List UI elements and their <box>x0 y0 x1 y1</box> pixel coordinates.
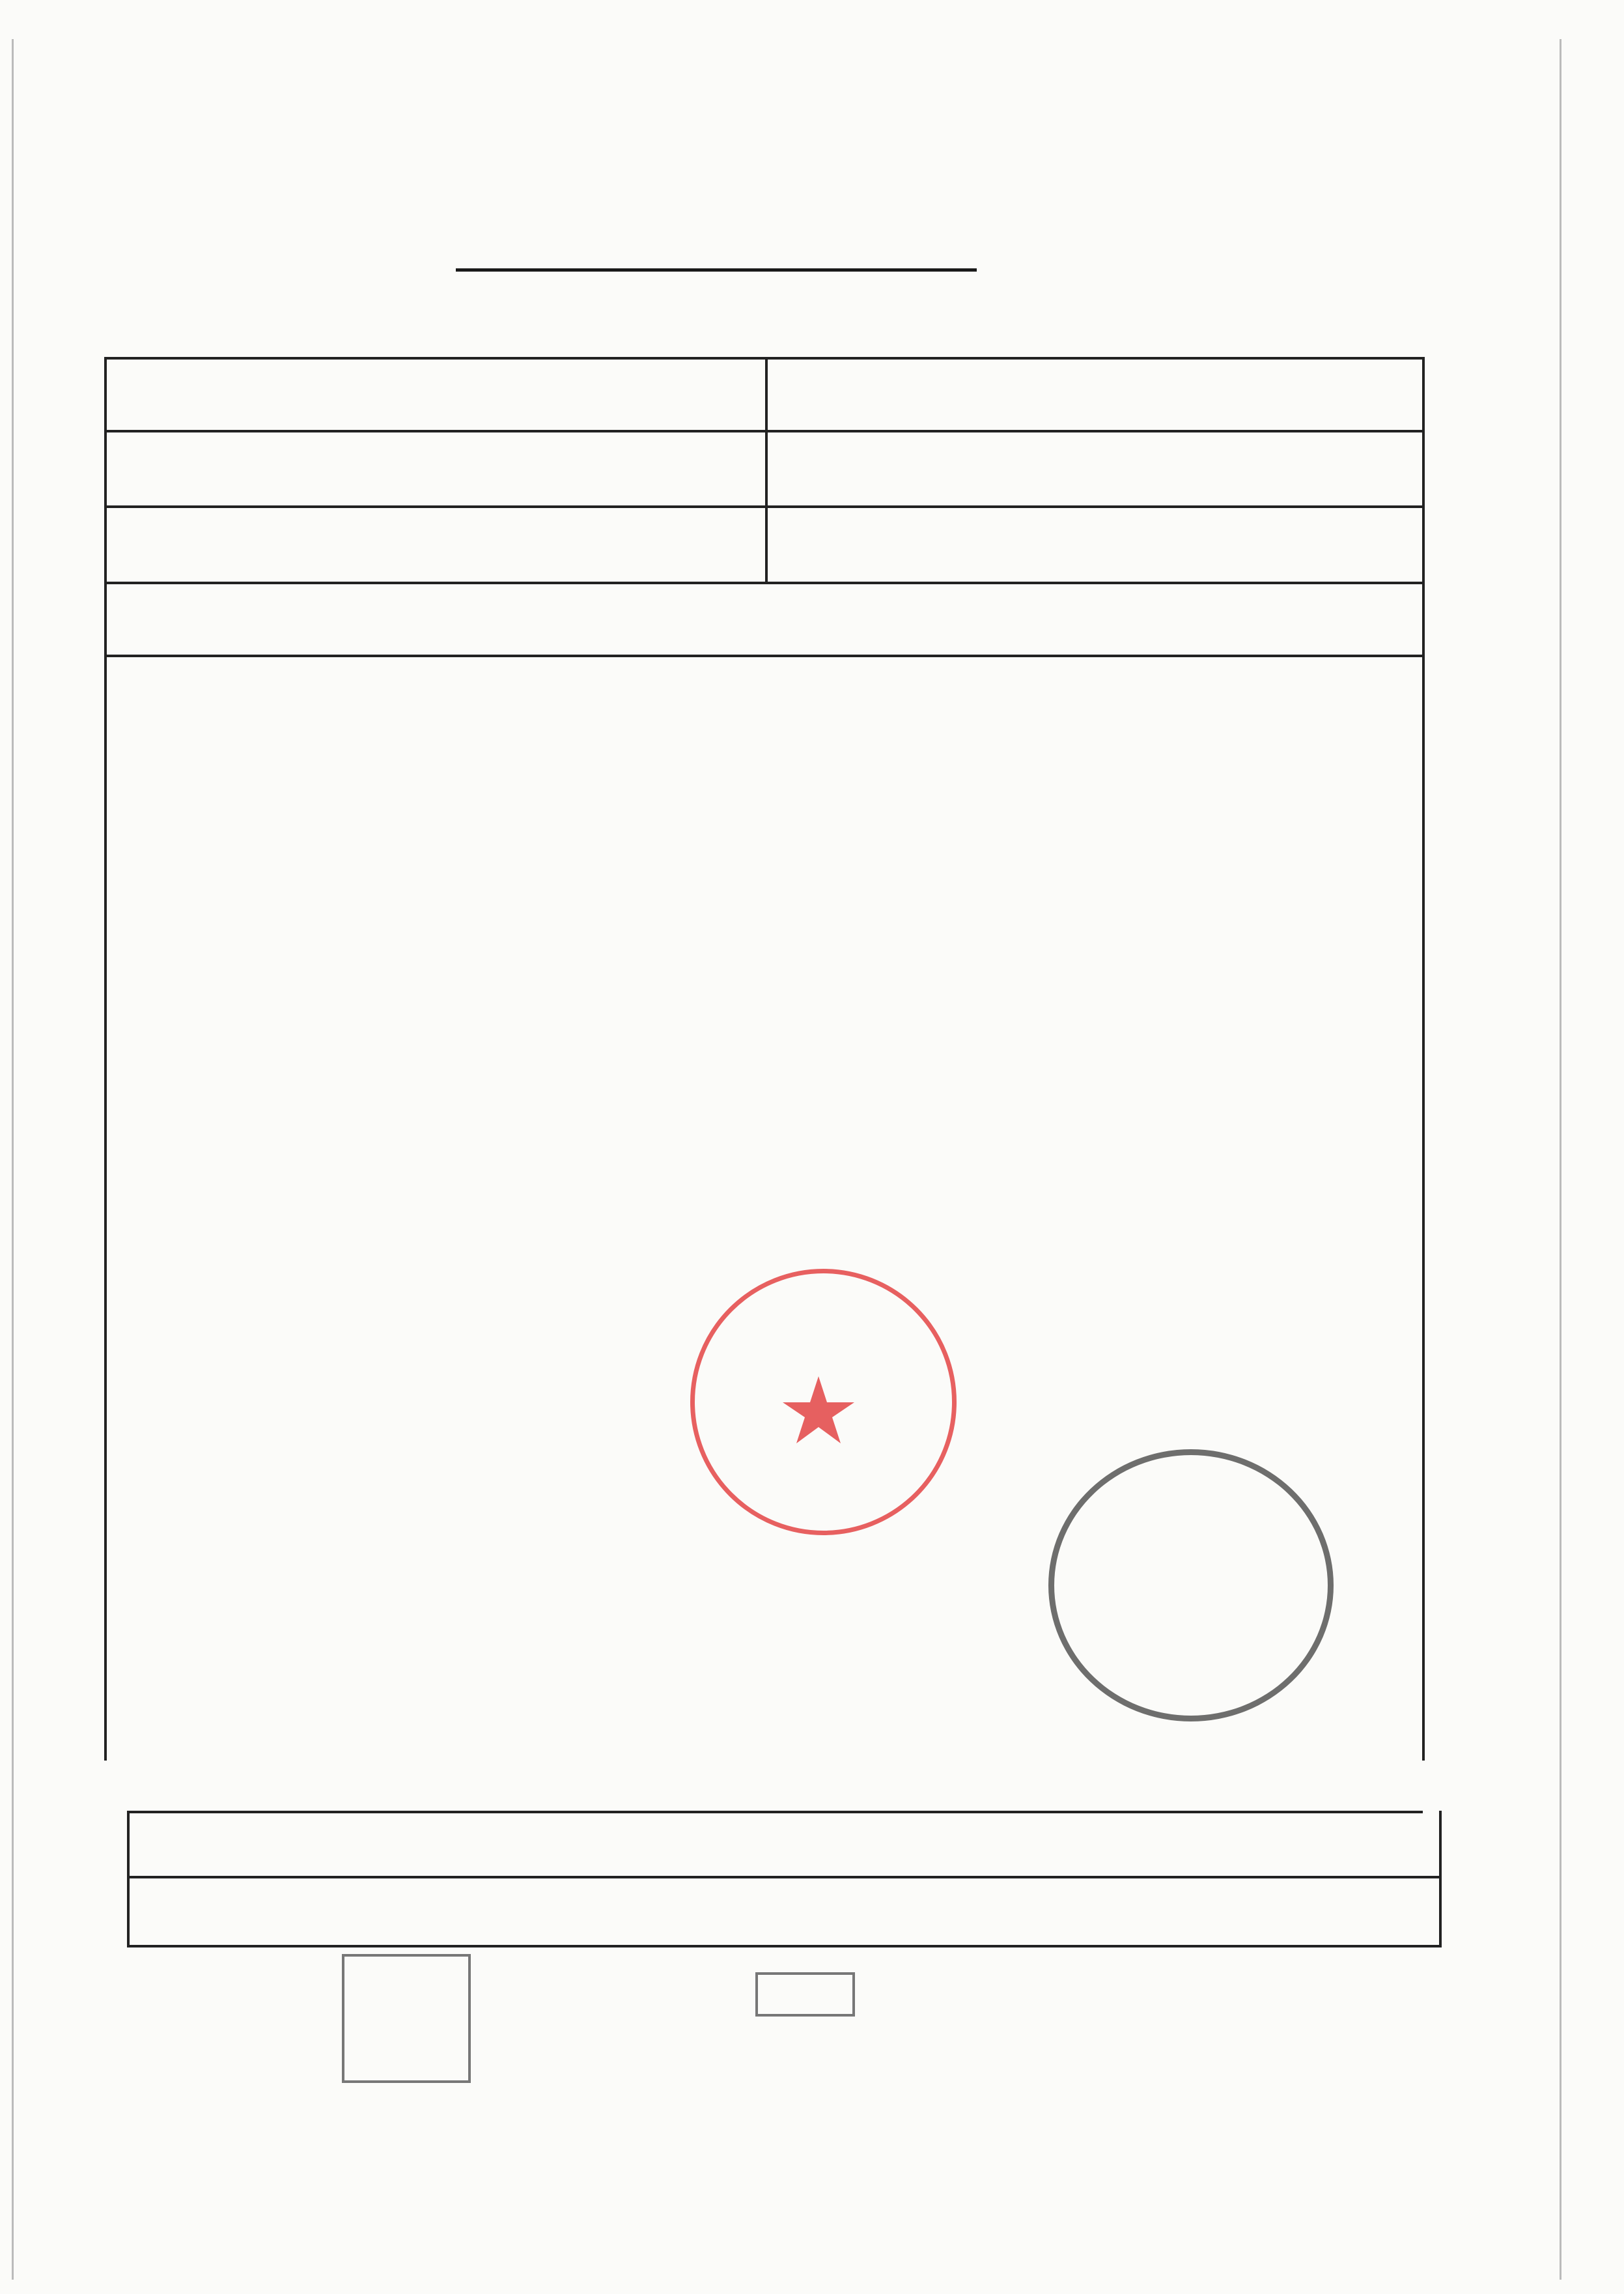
conclusion-bottom-border <box>127 1945 1442 1947</box>
header-mid-divider <box>765 357 768 582</box>
qc-stamp-char-2 <box>406 1957 468 2018</box>
gray-inspection-seal <box>1048 1449 1334 1721</box>
red-seal-graphic <box>690 1269 947 1526</box>
table-right-border <box>1422 357 1425 1761</box>
title-underline <box>456 268 977 272</box>
table-left-border <box>104 357 107 1761</box>
header-row3-border <box>104 582 1423 584</box>
scan-edge-right <box>1560 39 1561 2280</box>
basis-row-border <box>104 655 1423 657</box>
conclusion-right-border <box>1439 1811 1442 1947</box>
conclusion-top-border <box>127 1811 1423 1813</box>
red-quality-seal <box>690 1269 957 1535</box>
header-top-border <box>104 357 1423 360</box>
gray-seal-graphic <box>1048 1449 1322 1710</box>
qc-stamp-char-1 <box>344 1957 406 2018</box>
reviewer-stamp <box>755 1972 855 2017</box>
conclusion-left-border <box>127 1811 130 1947</box>
conclusion-mid-border <box>127 1876 1442 1878</box>
qc-stamp-char-4 <box>406 2018 468 2080</box>
header-row2-border <box>104 505 1423 508</box>
qc-stamp-char-3 <box>344 2018 406 2080</box>
header-row1-border <box>104 430 1423 432</box>
scan-edge-left <box>12 39 14 2280</box>
qc-lead-stamp <box>342 1954 471 2083</box>
